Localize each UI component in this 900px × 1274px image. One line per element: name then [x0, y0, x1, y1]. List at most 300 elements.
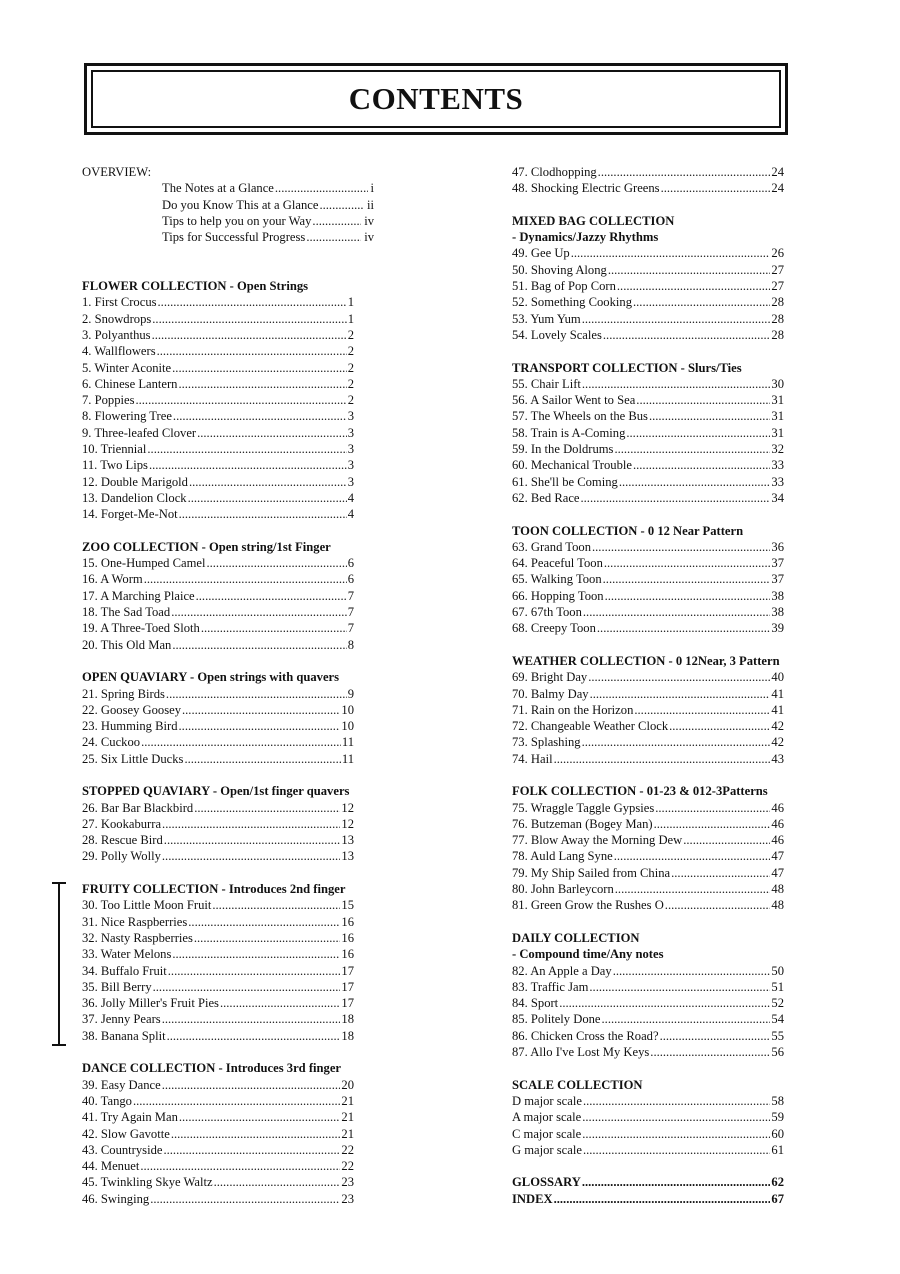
toc-entry[interactable] [512, 555, 784, 571]
dot-leader [179, 1109, 341, 1125]
flower-collection-section [82, 278, 354, 522]
entry-title: 53. Yum Yum [512, 311, 581, 326]
entry-page-number: 9 [347, 686, 354, 701]
toc-entry[interactable] [512, 245, 784, 261]
toc-entry[interactable] [512, 816, 784, 832]
toc-entry[interactable] [512, 571, 784, 587]
entry-page-number: 7 [347, 621, 354, 636]
toc-entry[interactable] [82, 751, 354, 767]
dot-leader [583, 1142, 770, 1158]
entry-page-number: 20 [341, 1077, 354, 1092]
toc-entry[interactable] [512, 995, 784, 1011]
toc-entry[interactable] [512, 327, 784, 343]
toc-entry[interactable] [512, 164, 784, 180]
toc-entry[interactable] [512, 702, 784, 718]
dot-leader [158, 294, 347, 310]
dot-leader [614, 441, 770, 457]
section-heading: SCALE COLLECTION [512, 1077, 643, 1092]
entry-title: 16. A Worm [82, 572, 143, 587]
entry-title: 28. Rescue Bird [82, 833, 163, 848]
dot-leader [173, 408, 347, 424]
dot-leader [597, 620, 771, 636]
toc-entry[interactable] [82, 1142, 354, 1158]
section-subheading: - Dynamics/Jazzy Rhythms [512, 230, 659, 245]
entry-title: D major scale [512, 1093, 582, 1108]
entry-title: 2. Snowdrops [82, 311, 152, 326]
dot-leader [141, 734, 341, 750]
dot-leader [571, 245, 771, 261]
toc-entry[interactable] [512, 457, 784, 473]
dot-leader [157, 343, 347, 359]
toc-entry[interactable] [82, 914, 354, 930]
entry-page-number: 2 [347, 327, 354, 342]
section-heading: TRANSPORT COLLECTION - Slurs/Ties [512, 360, 742, 375]
toc-entry[interactable] [82, 718, 354, 734]
entry-page-number: 7 [347, 588, 354, 603]
toc-entry[interactable] [512, 604, 784, 620]
section-heading: OPEN QUAVIARY - Open strings with quavers [82, 670, 340, 685]
entry-page-number: 11 [341, 735, 354, 750]
toc-entry[interactable] [82, 457, 354, 473]
toc-entry[interactable] [512, 1093, 784, 1109]
entry-title: 51. Bag of Pop Corn [512, 279, 616, 294]
dot-leader [164, 832, 341, 848]
entry-title: 80. John Barleycorn [512, 882, 614, 897]
entry-page-number: 13 [341, 833, 354, 848]
entry-title: 23. Humming Bird [82, 719, 178, 734]
toc-entry[interactable] [82, 816, 354, 832]
entry-page-number: 38 [771, 588, 784, 603]
toc-entry[interactable] [82, 800, 354, 816]
dot-leader [214, 1174, 341, 1190]
toc-entry[interactable] [82, 702, 354, 718]
toc-entry[interactable] [512, 539, 784, 555]
toc-entry[interactable] [82, 360, 354, 376]
section-heading: TOON COLLECTION - 0 12 Near Pattern [512, 523, 744, 538]
dot-leader [152, 327, 347, 343]
entry-page-number: 2 [347, 393, 354, 408]
entry-page-number: 46 [771, 816, 784, 831]
toc-entry[interactable] [512, 1109, 784, 1125]
entry-title: 57. The Wheels on the Bus [512, 409, 648, 424]
dot-leader [168, 963, 341, 979]
toc-entry[interactable] [82, 637, 354, 653]
scale-collection-section [512, 1077, 784, 1158]
entry-page-number: 33 [771, 458, 784, 473]
dot-leader [172, 946, 340, 962]
dot-leader [683, 832, 770, 848]
entry-title: 64. Peaceful Toon [512, 556, 603, 571]
toc-entry[interactable] [82, 620, 354, 636]
toc-entry[interactable] [82, 474, 354, 490]
dot-leader [197, 425, 347, 441]
entry-title: 1. First Crocus [82, 295, 157, 310]
toc-entry[interactable] [512, 751, 784, 767]
toc-entry[interactable] [82, 734, 354, 750]
entry-page-number: 2 [347, 376, 354, 391]
toc-entry[interactable] [512, 734, 784, 750]
toc-entry[interactable] [82, 1109, 354, 1125]
entry-title: 3. Polyanthus [82, 327, 151, 342]
entry-page-number: 28 [771, 311, 784, 326]
dot-leader [669, 718, 770, 734]
entry-page-number: 4 [347, 507, 354, 522]
toc-entry[interactable] [512, 474, 784, 490]
section-heading: ZOO COLLECTION - Open string/1st Finger [82, 539, 331, 554]
toc-entry[interactable] [512, 278, 784, 294]
entry-page-number: 2 [347, 360, 354, 375]
toc-entry[interactable] [162, 197, 374, 213]
dot-leader [172, 637, 346, 653]
entry-page-number: 17 [341, 996, 354, 1011]
entry-title: 50. Shoving Along [512, 262, 607, 277]
toc-entry[interactable] [512, 180, 784, 196]
entry-page-number: 37 [771, 572, 784, 587]
entry-page-number: 41 [771, 686, 784, 701]
toc-entry[interactable] [82, 930, 354, 946]
entry-title: 58. Train is A-Coming [512, 425, 626, 440]
toc-entry[interactable] [512, 294, 784, 310]
dot-leader [582, 1174, 771, 1190]
entry-title: 42. Slow Gavotte [82, 1126, 170, 1141]
toon-collection-section [512, 523, 784, 637]
entry-title: Do you Know This at a Glance [162, 197, 319, 212]
toc-entry[interactable] [82, 995, 354, 1011]
toc-entry[interactable] [512, 897, 784, 913]
entry-page-number: 30 [771, 376, 784, 391]
entry-title: 35. Bill Berry [82, 979, 152, 994]
dot-leader [196, 588, 347, 604]
entry-page-number: 3 [347, 474, 354, 489]
toc-entry[interactable] [82, 1093, 354, 1109]
entry-title: 81. Green Grow the Rushes O [512, 898, 664, 913]
toc-entry[interactable] [82, 1028, 354, 1044]
entry-page-number: 36 [771, 539, 784, 554]
entry-page-number: iv [364, 213, 374, 228]
dot-leader [179, 506, 347, 522]
entry-page-number: 26 [771, 246, 784, 261]
dot-leader [605, 588, 771, 604]
entry-page-number: 2 [347, 344, 354, 359]
toc-entry[interactable] [162, 213, 374, 229]
entry-page-number: 48 [771, 882, 784, 897]
toc-entry[interactable] [82, 897, 354, 913]
toc-entry[interactable] [512, 441, 784, 457]
dot-leader [166, 686, 347, 702]
entry-page-number: 31 [771, 425, 784, 440]
entry-title: 31. Nice Raspberries [82, 914, 188, 929]
toc-entry[interactable] [162, 180, 374, 196]
dot-leader [179, 718, 341, 734]
dot-leader [147, 441, 346, 457]
entry-title: 54. Lovely Scales [512, 327, 602, 342]
toc-entry[interactable] [512, 408, 784, 424]
toc-entry[interactable] [512, 669, 784, 685]
entry-page-number: 52 [771, 996, 784, 1011]
dot-leader [582, 1126, 770, 1142]
dot-leader [162, 1077, 341, 1093]
dot-leader [275, 180, 368, 196]
title-inner-frame [91, 70, 781, 128]
toc-entry[interactable] [82, 506, 354, 522]
dot-leader [133, 1093, 340, 1109]
entry-title: 7. Poppies [82, 393, 135, 408]
toc-entry[interactable] [512, 1044, 784, 1060]
dot-leader [194, 800, 340, 816]
entry-page-number: 21 [341, 1126, 354, 1141]
entry-title: 25. Six Little Ducks [82, 751, 184, 766]
toc-entry[interactable] [82, 392, 354, 408]
toc-entry[interactable] [512, 1011, 784, 1027]
entry-page-number: 11 [341, 751, 354, 766]
entry-page-number: i [370, 181, 374, 196]
toc-entry[interactable] [512, 865, 784, 881]
dot-leader [135, 392, 346, 408]
entry-page-number: 62 [771, 1175, 784, 1190]
toc-entry[interactable] [512, 881, 784, 897]
entry-page-number: 21 [341, 1110, 354, 1125]
entry-title: 79. My Ship Sailed from China [512, 865, 671, 880]
entry-page-number: 3 [347, 442, 354, 457]
entry-title: 11. Two Lips [82, 458, 148, 473]
entry-title: 70. Balmy Day [512, 686, 589, 701]
dot-leader [188, 490, 347, 506]
entry-page-number: 6 [347, 556, 354, 571]
entry-page-number: 47 [771, 865, 784, 880]
overview-section [82, 164, 374, 245]
entry-title: 67. 67th Toon [512, 605, 582, 620]
entry-title: 36. Jolly Miller's Fruit Pies [82, 996, 219, 1011]
section-heading: DAILY COLLECTION [512, 930, 640, 945]
entry-page-number: 13 [341, 849, 354, 864]
folk-collection-section [512, 783, 784, 913]
toc-entry[interactable] [512, 620, 784, 636]
entry-title: 77. Blow Away the Morning Dew [512, 833, 683, 848]
entry-title: 39. Easy Dance [82, 1077, 161, 1092]
entry-title: 71. Rain on the Horizon [512, 702, 634, 717]
dot-leader [189, 474, 347, 490]
toc-entry[interactable] [82, 571, 354, 587]
dot-leader [171, 1126, 341, 1142]
fruity-collection-section [82, 881, 354, 1044]
entry-title: 6. Chinese Lantern [82, 376, 178, 391]
entry-page-number: 4 [347, 490, 354, 505]
dot-leader [619, 474, 771, 490]
toc-entry[interactable] [82, 832, 354, 848]
entry-title: 46. Swinging [82, 1191, 150, 1206]
toc-entry[interactable] [82, 979, 354, 995]
entry-title: 14. Forget-Me-Not [82, 507, 178, 522]
toc-entry[interactable] [82, 408, 354, 424]
toc-entry[interactable] [512, 425, 784, 441]
toc-entry[interactable] [82, 1077, 354, 1093]
dot-leader [671, 865, 770, 881]
entry-page-number: 41 [771, 702, 784, 717]
entry-title: 19. A Three-Toed Sloth [82, 621, 200, 636]
toc-entry[interactable] [82, 311, 354, 327]
entry-page-number: 33 [771, 474, 784, 489]
dot-leader [582, 734, 771, 750]
entry-title: 87. Allo I've Lost My Keys [512, 1045, 650, 1060]
dot-leader [184, 751, 340, 767]
entry-title: 56. A Sailor Went to Sea [512, 393, 636, 408]
toc-entry[interactable] [82, 1191, 354, 1207]
entry-title: 5. Winter Aconite [82, 360, 172, 375]
toc-entry[interactable] [512, 848, 784, 864]
toc-entry[interactable] [162, 229, 374, 245]
overview-list [162, 180, 374, 245]
entry-title: 21. Spring Birds [82, 686, 165, 701]
dot-leader [140, 1158, 340, 1174]
entry-title: 52. Something Cooking [512, 295, 632, 310]
entry-page-number: 34 [771, 490, 784, 505]
toc-entry[interactable] [82, 327, 354, 343]
entry-page-number: 32 [771, 442, 784, 457]
dot-leader [312, 213, 361, 229]
entry-page-number: 48 [771, 898, 784, 913]
dot-leader [152, 311, 346, 327]
toc-entry[interactable] [82, 1174, 354, 1190]
entry-page-number: 61 [771, 1142, 784, 1157]
toc-entry[interactable] [512, 686, 784, 702]
entry-title: 75. Wraggle Taggle Gypsies [512, 800, 655, 815]
toc-entry[interactable] [512, 1142, 784, 1158]
toc-entry[interactable] [512, 979, 784, 995]
toc-entry[interactable] [512, 1174, 784, 1190]
dot-leader [582, 1109, 770, 1125]
toc-entry[interactable] [512, 800, 784, 816]
toc-entry[interactable] [512, 1191, 784, 1207]
toc-entry[interactable] [512, 718, 784, 734]
toc-entry[interactable] [82, 294, 354, 310]
toc-entry[interactable] [512, 963, 784, 979]
entry-title: 33. Water Melons [82, 947, 172, 962]
dot-leader [589, 979, 770, 995]
entry-title: Tips to help you on your Way [162, 213, 312, 228]
entry-title: 83. Traffic Jam [512, 979, 589, 994]
entry-page-number: 24 [771, 181, 784, 196]
dot-leader [660, 1028, 771, 1044]
toc-entry[interactable] [512, 262, 784, 278]
section-heading: MIXED BAG COLLECTION [512, 213, 675, 228]
toc-entry[interactable] [512, 588, 784, 604]
dot-leader [582, 376, 771, 392]
toc-entry[interactable] [512, 376, 784, 392]
entry-page-number: 58 [771, 1093, 784, 1108]
toc-entry[interactable] [512, 832, 784, 848]
entry-title: GLOSSARY [512, 1175, 581, 1190]
toc-entry[interactable] [82, 425, 354, 441]
toc-entry[interactable] [512, 1028, 784, 1044]
entry-page-number: 51 [771, 979, 784, 994]
dot-leader [636, 392, 770, 408]
section-heading: DANCE COLLECTION - Introduces 3rd finger [82, 1061, 342, 1076]
entry-page-number: 31 [771, 393, 784, 408]
dance-collection-section [82, 1060, 354, 1207]
entry-page-number: 28 [771, 327, 784, 342]
toc-entry[interactable] [82, 1126, 354, 1142]
toc-entry[interactable] [82, 588, 354, 604]
dot-leader [661, 180, 771, 196]
dot-leader [592, 539, 770, 555]
dot-leader [554, 1191, 771, 1207]
entry-page-number: 18 [341, 1012, 354, 1027]
toc-entry[interactable] [82, 490, 354, 506]
entry-page-number: 47 [771, 849, 784, 864]
dot-leader [665, 897, 771, 913]
section-heading: STOPPED QUAVIARY - Open/1st finger quavers [82, 784, 350, 799]
entry-title: 76. Butzeman (Bogey Man) [512, 816, 653, 831]
entry-title: 47. Clodhopping [512, 165, 597, 179]
toc-entry[interactable] [82, 376, 354, 392]
entry-page-number: 18 [341, 1028, 354, 1043]
toc-entry[interactable] [512, 490, 784, 506]
toc-entry[interactable] [82, 848, 354, 864]
toc-entry[interactable] [512, 392, 784, 408]
entry-page-number: 7 [347, 605, 354, 620]
toc-entry[interactable] [82, 963, 354, 979]
entry-page-number: 24 [771, 165, 784, 179]
dot-leader [633, 294, 770, 310]
entry-page-number: 12 [341, 816, 354, 831]
entry-title: 45. Twinkling Skye Waltz [82, 1175, 213, 1190]
toc-entry[interactable] [82, 604, 354, 620]
section-heading: WEATHER COLLECTION - 0 12Near, 3 Pattern [512, 653, 780, 668]
toc-entry[interactable] [82, 1158, 354, 1174]
right-column [512, 164, 784, 1223]
dot-leader [559, 995, 770, 1011]
toc-entry[interactable] [512, 311, 784, 327]
entry-title: 8. Flowering Tree [82, 409, 172, 424]
entry-page-number: 8 [347, 637, 354, 652]
toc-entry[interactable] [82, 946, 354, 962]
entry-page-number: iv [364, 230, 374, 245]
toc-entry[interactable] [82, 343, 354, 359]
mixed-bag-collection-section [512, 213, 784, 343]
entry-page-number: 59 [771, 1110, 784, 1125]
entry-title: 85. Politely Done [512, 1012, 601, 1027]
dot-leader [162, 848, 341, 864]
toc-entry[interactable] [512, 1126, 784, 1142]
dot-leader [201, 620, 347, 636]
dot-leader [617, 278, 771, 294]
entry-title: 84. Sport [512, 996, 559, 1011]
entry-title: 15. One-Humped Camel [82, 556, 206, 571]
toc-entry[interactable] [82, 555, 354, 571]
section-heading: FRUITY COLLECTION - Introduces 2nd finger [82, 882, 346, 897]
entry-title: 69. Bright Day [512, 670, 588, 685]
entry-page-number: 3 [347, 409, 354, 424]
dot-leader [212, 897, 340, 913]
entry-title: 65. Walking Toon [512, 572, 602, 587]
section-heading: FLOWER COLLECTION - Open Strings [82, 279, 309, 294]
entry-title: 78. Auld Lang Syne [512, 849, 613, 864]
dot-leader [598, 164, 771, 180]
toc-entry[interactable] [82, 686, 354, 702]
entry-page-number: 40 [771, 670, 784, 685]
entry-title: 62. Bed Race [512, 490, 580, 505]
entry-page-number: 16 [341, 930, 354, 945]
daily-collection-section [512, 930, 784, 1060]
dot-leader [649, 408, 770, 424]
entry-title: 48. Shocking Electric Greens [512, 181, 660, 196]
weather-collection-section [512, 653, 784, 767]
toc-entry[interactable] [82, 1011, 354, 1027]
dot-leader [144, 571, 347, 587]
toc-entry[interactable] [82, 441, 354, 457]
entry-page-number: 42 [771, 719, 784, 734]
section-subheading: - Compound time/Any notes [512, 947, 664, 962]
